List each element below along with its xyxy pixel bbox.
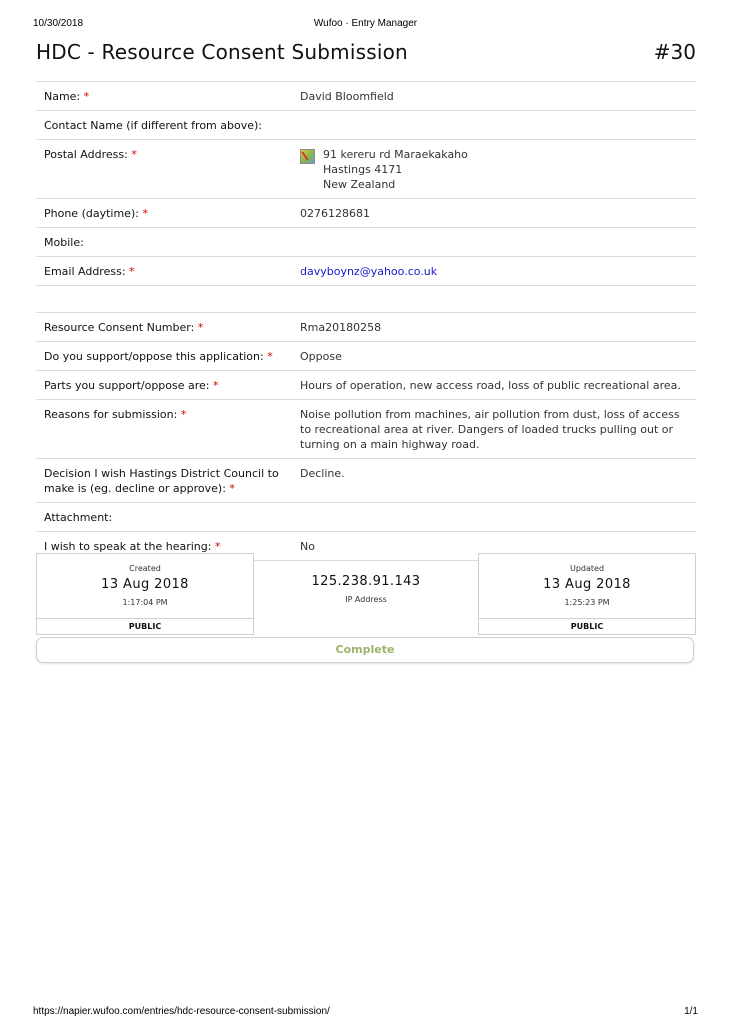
address-line: 91 kereru rd Maraekakaho [323,148,468,161]
entry-number: #30 [653,40,696,64]
created-caption: Created [129,564,161,573]
map-icon[interactable] [300,149,315,164]
form-title-row [36,40,696,72]
field-row-email [36,257,696,286]
required-marker: * [229,482,235,495]
print-url: https://napier.wufoo.com/entries/hdc-resource-consent-submission/ [33,1006,330,1017]
required-marker: * [83,90,90,103]
field-row-phone [36,199,696,228]
form-title: HDC - Resource Consent Submission [36,40,408,64]
required-marker: * [197,321,204,334]
field-label: I wish to speak at the hearing: [44,540,212,553]
required-marker: * [213,379,219,392]
field-label: Reasons for submission: [44,408,178,421]
updated-caption: Updated [569,564,605,573]
field-value-reasons: Noise pollution from machines, air pollution from dust, loss of access to recreational area at river. Dangers of loaded trucks pulling out or turning on a main highway road. [300,408,680,451]
entry-meta [36,553,696,635]
entry-fields-table [36,81,696,561]
required-marker: * [142,207,148,220]
required-marker: * [267,350,273,363]
field-row-contact-name [36,111,696,140]
address-line: Hastings 4171 [323,163,403,176]
field-label: Attachment: [44,511,113,524]
field-label: Do you support/oppose this application: [44,350,264,363]
field-value-name: David Bloomfield [300,90,394,103]
field-row-mobile [36,228,696,257]
field-value-speak: No [300,540,315,553]
field-label: Email Address: [44,265,126,278]
updated-time: 1:25:23 PM [564,598,610,607]
required-marker: * [214,540,221,553]
created-visibility: PUBLIC [37,618,253,634]
field-row-reasons [36,400,696,459]
field-row-postal-address [36,140,696,199]
print-date: 10/30/2018 [33,18,84,29]
field-row-consent-number [36,313,696,342]
field-label: Contact Name (if different from above): [44,119,262,132]
print-footer [33,1006,698,1018]
ip-address: 125.238.91.143 [311,574,421,589]
field-row-name [36,82,696,111]
updated-date: 13 Aug 2018 [543,577,631,592]
field-row-decision [36,459,696,503]
address-line: New Zealand [323,178,396,191]
required-marker: * [131,148,137,161]
updated-box [478,553,696,635]
updated-visibility: PUBLIC [479,618,695,634]
section-spacer [36,286,696,313]
email-link[interactable]: davyboynz@yahoo.co.uk [300,265,438,278]
field-label: Postal Address: [44,148,128,161]
field-value-consent-number: Rma20180258 [300,321,382,334]
required-marker: * [129,265,135,278]
field-label: Phone (daytime): [44,207,139,220]
created-time: 1:17:04 PM [122,598,168,607]
field-value-phone: 0276128681 [300,207,370,220]
field-row-parts [36,371,696,400]
ip-caption: IP Address [345,595,387,604]
field-label: Decision I wish Hastings District Council to make is (eg. decline or approve): [44,467,279,495]
field-value-parts: Hours of operation, new access road, loss of public recreational area. [300,379,681,392]
field-value-decision: Decline. [300,467,345,480]
created-box [36,553,254,635]
field-label: Parts you support/oppose are: [44,379,210,392]
field-row-attachment [36,503,696,532]
field-label: Name: [44,90,81,103]
print-page-number: 1/1 [684,1006,698,1017]
ip-box [254,553,478,633]
entry-status-button[interactable]: Complete [36,637,694,663]
created-date: 13 Aug 2018 [101,577,189,592]
print-header-title: Wufoo · Entry Manager [313,18,418,29]
field-label: Mobile: [44,236,84,249]
field-row-support-oppose [36,342,696,371]
field-value-support-oppose: Oppose [300,350,342,363]
print-header [33,18,698,30]
required-marker: * [180,408,187,421]
field-label: Resource Consent Number: [44,321,195,334]
